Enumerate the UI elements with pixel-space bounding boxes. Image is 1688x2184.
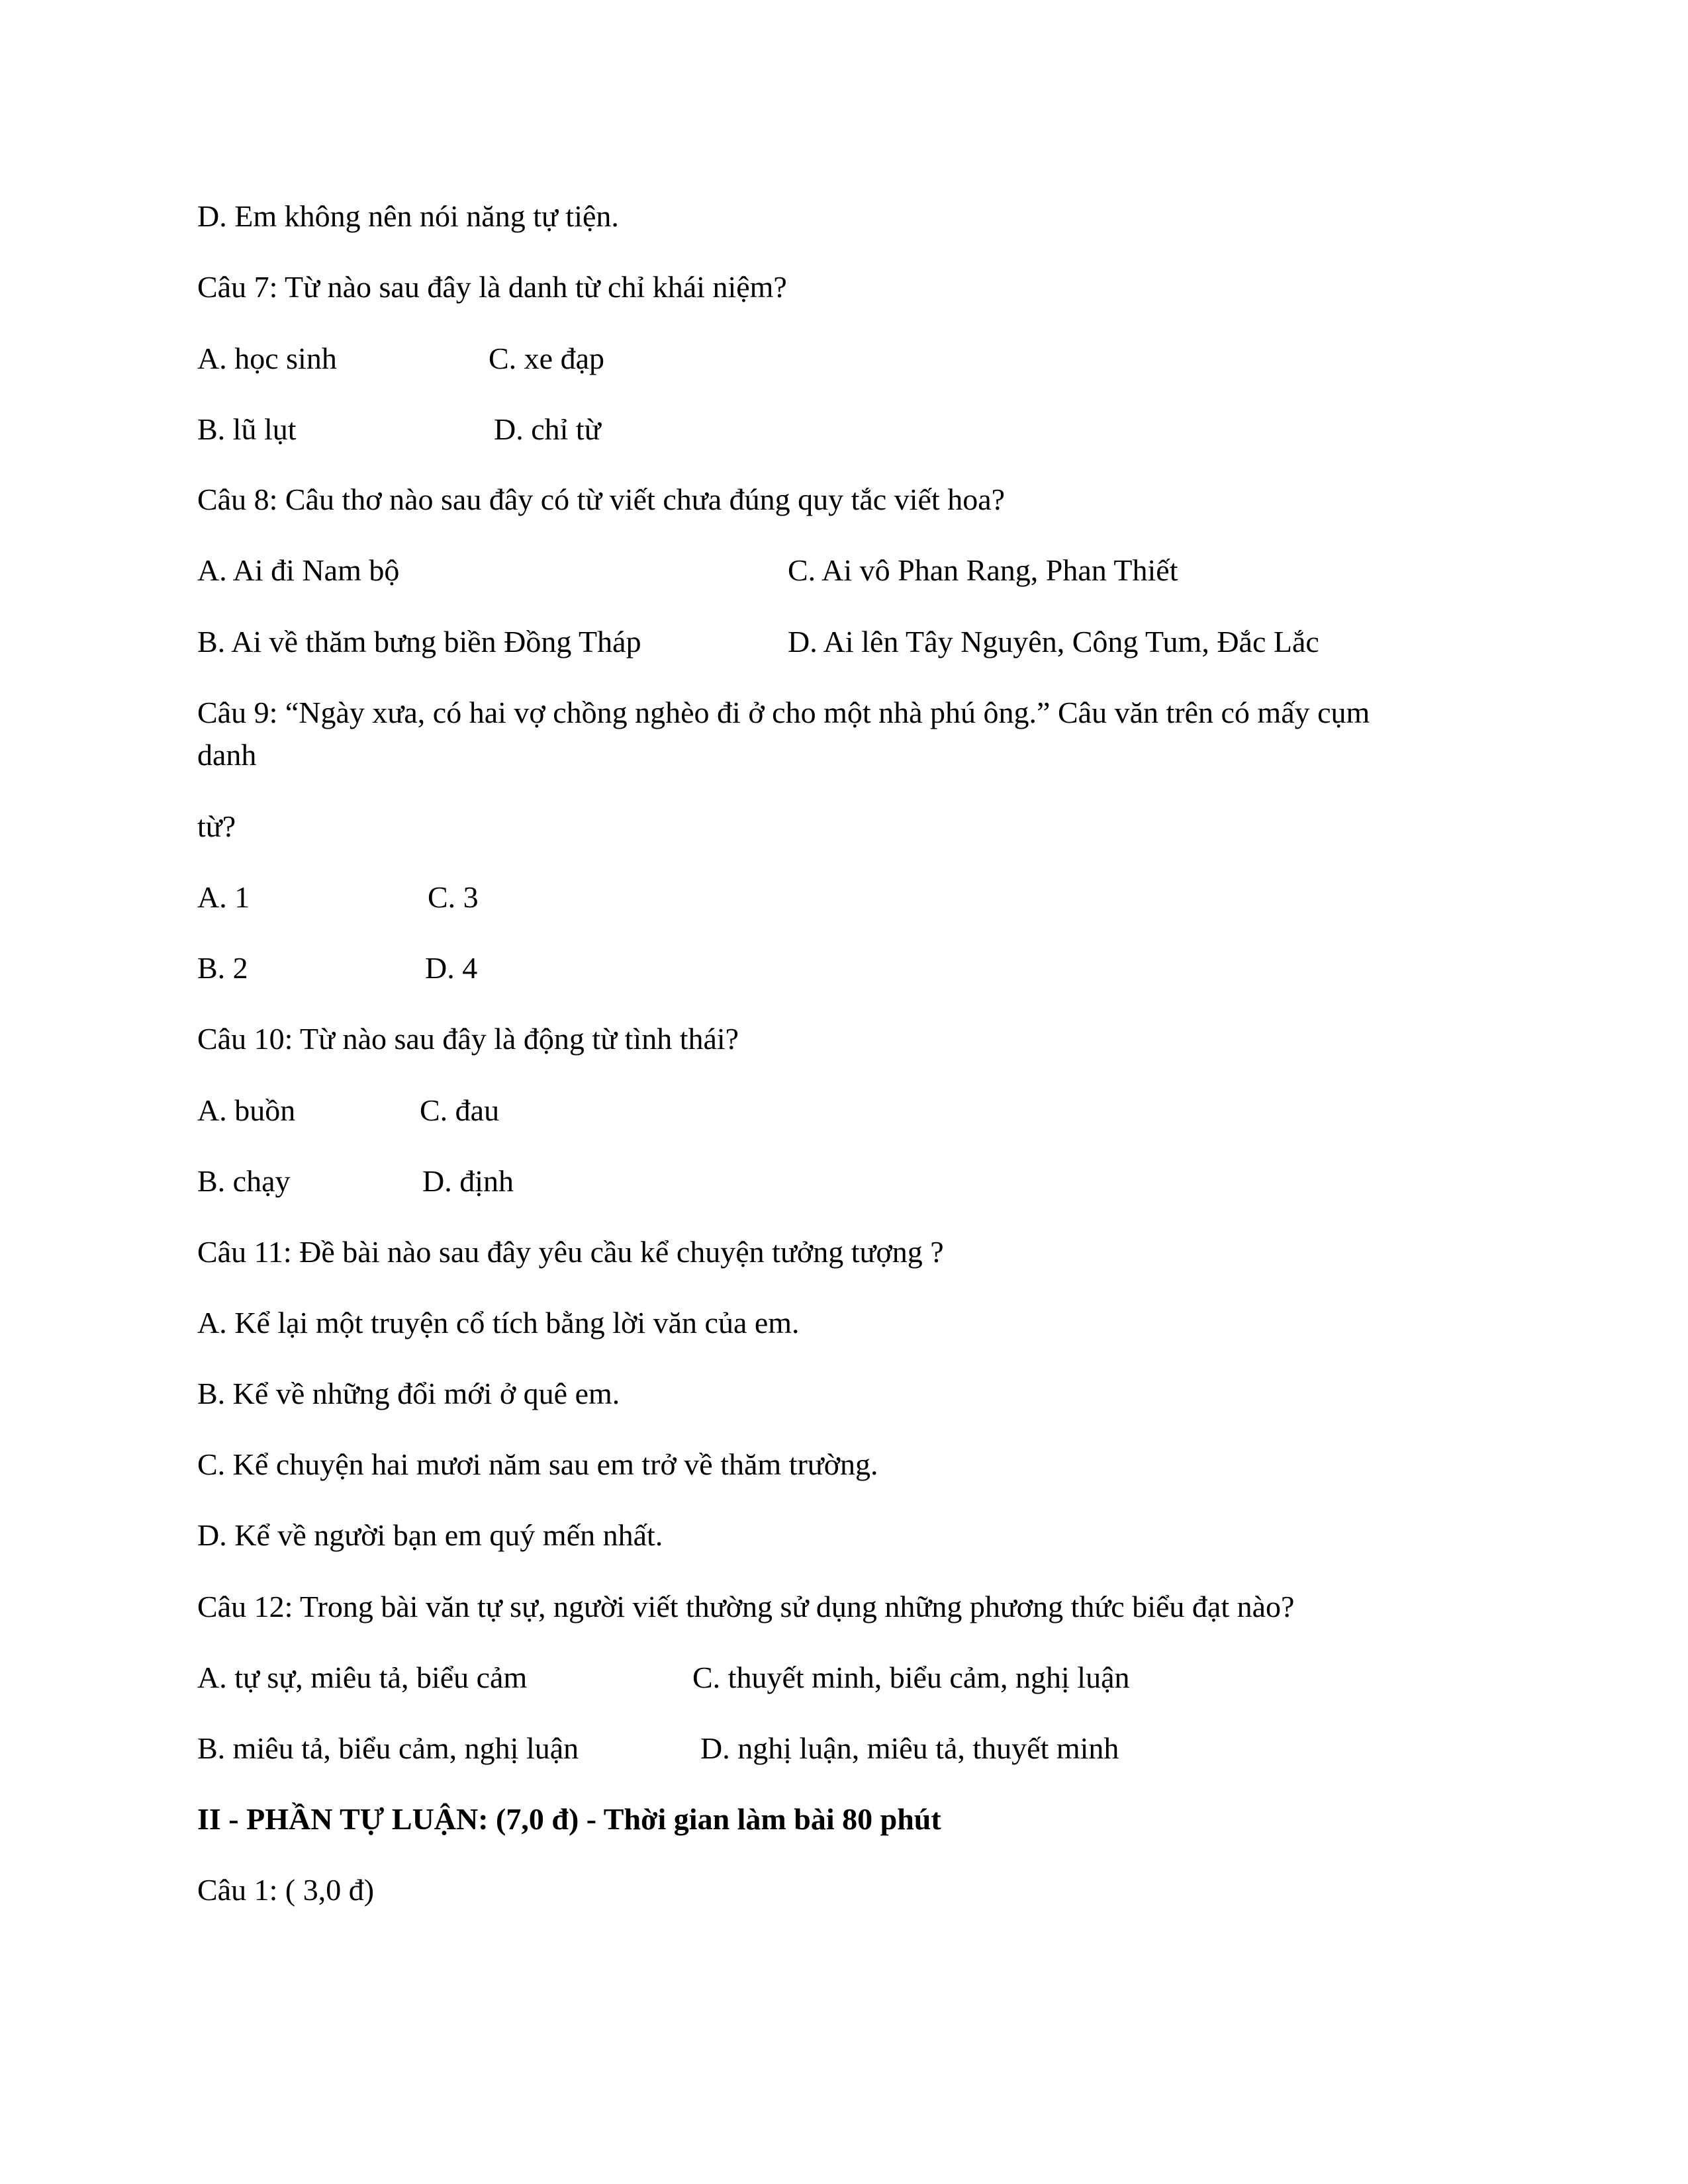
q9-options-row-1 xyxy=(197,880,479,914)
q10-option-c: C. đau xyxy=(420,1093,500,1127)
q9-question-line-1: Câu 9: “Ngày xưa, có hai vợ chồng nghèo đi ở cho một nhà phú ông.” Câu văn trên có mấy cụm xyxy=(197,696,1370,729)
q7-question: Câu 7: Từ nào sau đây là danh từ chỉ khái niệm? xyxy=(197,270,787,304)
q8-options-row-2 xyxy=(197,625,1319,659)
q7-options-row-1 xyxy=(197,341,605,375)
q7-option-a: A. học sinh xyxy=(197,341,337,375)
q9-option-c: C. 3 xyxy=(428,880,479,914)
q12-option-b: B. miêu tả, biểu cảm, nghị luận xyxy=(197,1731,579,1765)
q10-options-row-2 xyxy=(197,1164,514,1198)
q9-question-line-2: danh xyxy=(197,738,257,772)
q10-question: Câu 10: Từ nào sau đây là động từ tình thái? xyxy=(197,1022,739,1056)
q10-option-b: B. chạy xyxy=(197,1164,291,1198)
q12-option-c: C. thuyết minh, biểu cảm, nghị luận xyxy=(692,1661,1130,1694)
q7-option-d: D. chỉ từ xyxy=(494,412,601,446)
q8-options-row-1 xyxy=(197,553,1178,587)
q10-options-row-1 xyxy=(197,1093,500,1127)
q12-option-d: D. nghị luận, miêu tả, thuyết minh xyxy=(700,1731,1119,1765)
q12-question: Câu 12: Trong bài văn tự sự, người viết thường sử dụng những phương thức biểu đạt nào? xyxy=(197,1590,1295,1623)
q9-option-b: B. 2 xyxy=(197,951,248,985)
q12-option-a: A. tự sự, miêu tả, biểu cảm xyxy=(197,1661,528,1694)
q11-question: Câu 11: Đề bài nào sau đây yêu cầu kể chuyện tưởng tượng ? xyxy=(197,1235,944,1269)
q11-option-b: B. Kể về những đổi mới ở quê em. xyxy=(197,1377,620,1410)
q8-option-b: B. Ai về thăm bưng biền Đồng Tháp xyxy=(197,625,641,659)
q9-question-line-3: từ? xyxy=(197,809,236,843)
section-2-q1: Câu 1: ( 3,0 đ) xyxy=(197,1873,375,1907)
q8-question: Câu 8: Câu thơ nào sau đây có từ viết chưa đúng quy tắc viết hoa? xyxy=(197,482,1006,516)
q12-options-row-2 xyxy=(197,1731,1119,1765)
section-2-heading: II - PHẦN TỰ LUẬN: (7,0 đ) - Thời gian làm bài 80 phút xyxy=(197,1802,941,1836)
q11-option-a: A. Kể lại một truyện cổ tích bằng lời văn của em. xyxy=(197,1306,800,1340)
q11-option-c: C. Kể chuyện hai mươi năm sau em trở về thăm trường. xyxy=(197,1447,878,1481)
q9-options-row-2 xyxy=(197,951,478,985)
q12-options-row-1 xyxy=(197,1661,1130,1694)
q7-options-row-2 xyxy=(197,412,601,446)
q8-option-c: C. Ai vô Phan Rang, Phan Thiết xyxy=(788,553,1178,587)
q10-option-a: A. buồn xyxy=(197,1093,296,1127)
q10-option-d: D. định xyxy=(422,1164,514,1198)
q11-option-d: D. Kể về người bạn em quý mến nhất. xyxy=(197,1518,663,1552)
q9-option-a: A. 1 xyxy=(197,880,250,914)
q7-option-b: B. lũ lụt xyxy=(197,412,297,446)
q8-option-d: D. Ai lên Tây Nguyên, Công Tum, Đắc Lắc xyxy=(788,625,1319,659)
q9-option-d: D. 4 xyxy=(425,951,478,985)
q7-option-c: C. xe đạp xyxy=(489,341,605,375)
q6-option-d: D. Em không nên nói năng tự tiện. xyxy=(197,199,619,233)
q8-option-a: A. Ai đi Nam bộ xyxy=(197,553,400,587)
